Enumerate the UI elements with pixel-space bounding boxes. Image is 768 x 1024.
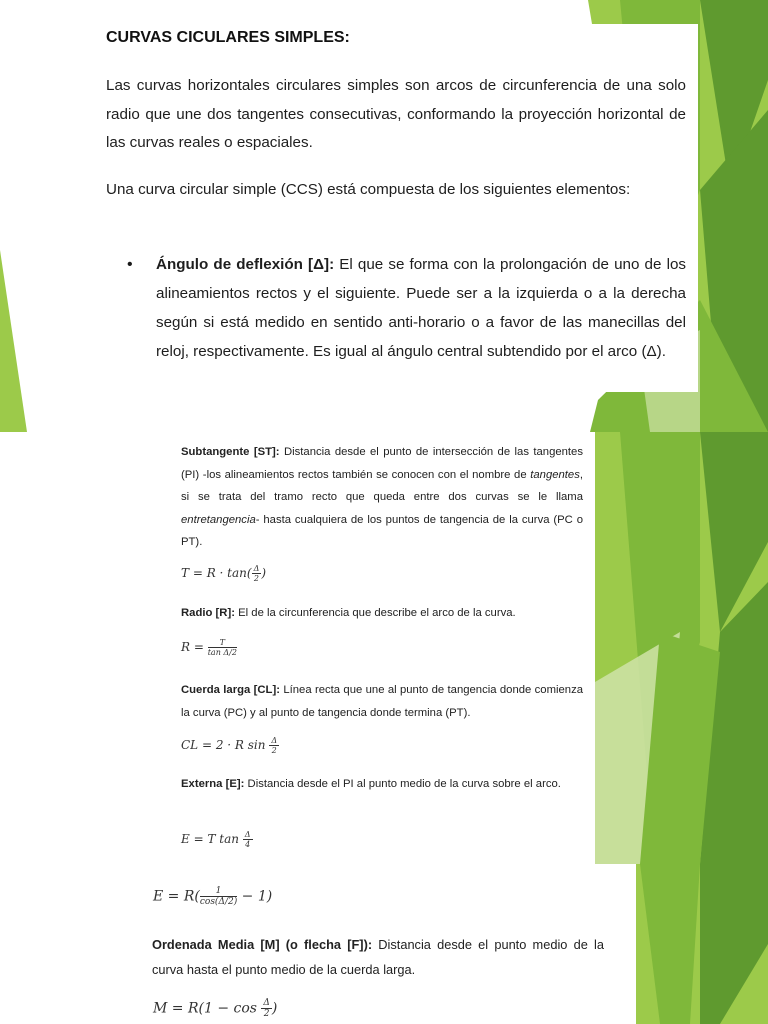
bullet-text-3: Es igual al ángulo central subtendido por el arco (Δ). — [308, 343, 666, 360]
formula-external: E = T tan $\frac{\Delta}{4}$ — [181, 830, 251, 849]
bullet-text-1: El que se forma con la prolongación de uno de los alineamientos rectos y el siguiente. — [156, 256, 686, 302]
external-text: Distancia desde el PI al punto medio de la curva sobre el arco. — [244, 778, 561, 790]
long-chord-title: Cuerda larga [CL]: — [181, 684, 280, 696]
elements-intro: Una curva circular simple (CCS) está compuesta de los siguientes elementos: — [106, 181, 631, 198]
bullet-deflection-angle — [156, 250, 686, 366]
external-definition — [181, 773, 583, 796]
mid-ordinate-definition — [152, 932, 604, 982]
slide-1 — [0, 0, 768, 432]
bullet-title: Ángulo de deflexión [Δ]: — [156, 256, 335, 273]
long-chord-definition — [181, 679, 583, 724]
mid-ordinate-text: Distancia desde el punto medio de la curva hasta el punto medio de la cuerda larga. — [152, 937, 604, 977]
subtangent-definition — [181, 441, 583, 554]
subtangent-text-1: Distancia desde el punto de intersección de las tangentes (PI) -los alineamientos rectos también se conocen con el nombre de — [181, 446, 583, 481]
formula-subtangent: T = R · tan( $\frac{\Delta}{2}$ ) — [181, 564, 267, 583]
formula-radius: R = $\frac{T}{\text{tan Δ/2}}$ — [181, 638, 237, 657]
long-chord-text: Línea recta que une al punto de tangencia donde comienza la curva (PC) y al punto de tangencia donde termina (PT). — [181, 684, 583, 719]
radius-title: Radio [R]: — [181, 607, 235, 619]
text-card — [82, 24, 698, 392]
subtangent-italic-2: entretangencia — [181, 513, 256, 526]
bullet-marker: • — [127, 256, 133, 273]
slide-3 — [0, 864, 768, 1024]
section-heading: CURVAS CICULARES SIMPLES: — [106, 29, 350, 46]
external-title: Externa [E]: — [181, 778, 245, 790]
subtangent-text-2: , si se trata del tramo recto que queda entre dos curvas se le llama — [181, 468, 583, 503]
subtangent-italic-1: tangentes — [530, 468, 580, 481]
text-card — [0, 864, 636, 1024]
mid-ordinate-title: Ordenada Media [M] (o flecha [F]): — [152, 937, 373, 952]
radius-text: El de la circunferencia que describe el arco de la curva. — [234, 607, 516, 619]
subtangent-text-3: - hasta cualquiera de los puntos de tangencia de la curva (PC o PT). — [181, 513, 583, 548]
text-card — [0, 432, 595, 864]
intro-paragraph: Las curvas horizontales circulares simples son arcos de circunferencia de una solo radio que une dos tangentes consecutivas, conformando la proyección horizontal de las curvas reales o espaciales. — [106, 77, 686, 151]
slide-2 — [0, 432, 768, 864]
subtangent-title: Subtangente [ST]: — [181, 446, 280, 458]
radius-definition — [181, 602, 583, 625]
bullet-text-2: Puede ser a la izquierda o a la derecha según si está medido en sentido anti-horario o a favor de las manecillas del reloj, respectivamente. — [156, 285, 686, 360]
formula-external-alt: E = R( $\frac{1}{\cos(\Delta/2)}$ − 1) — [153, 886, 273, 907]
formula-long-chord: CL = 2 · R sin $\frac{\Delta}{2}$ — [181, 736, 278, 755]
formula-mid-ordinate: M = R(1 − cos $\frac{\Delta}{2}$ ) — [153, 998, 278, 1019]
